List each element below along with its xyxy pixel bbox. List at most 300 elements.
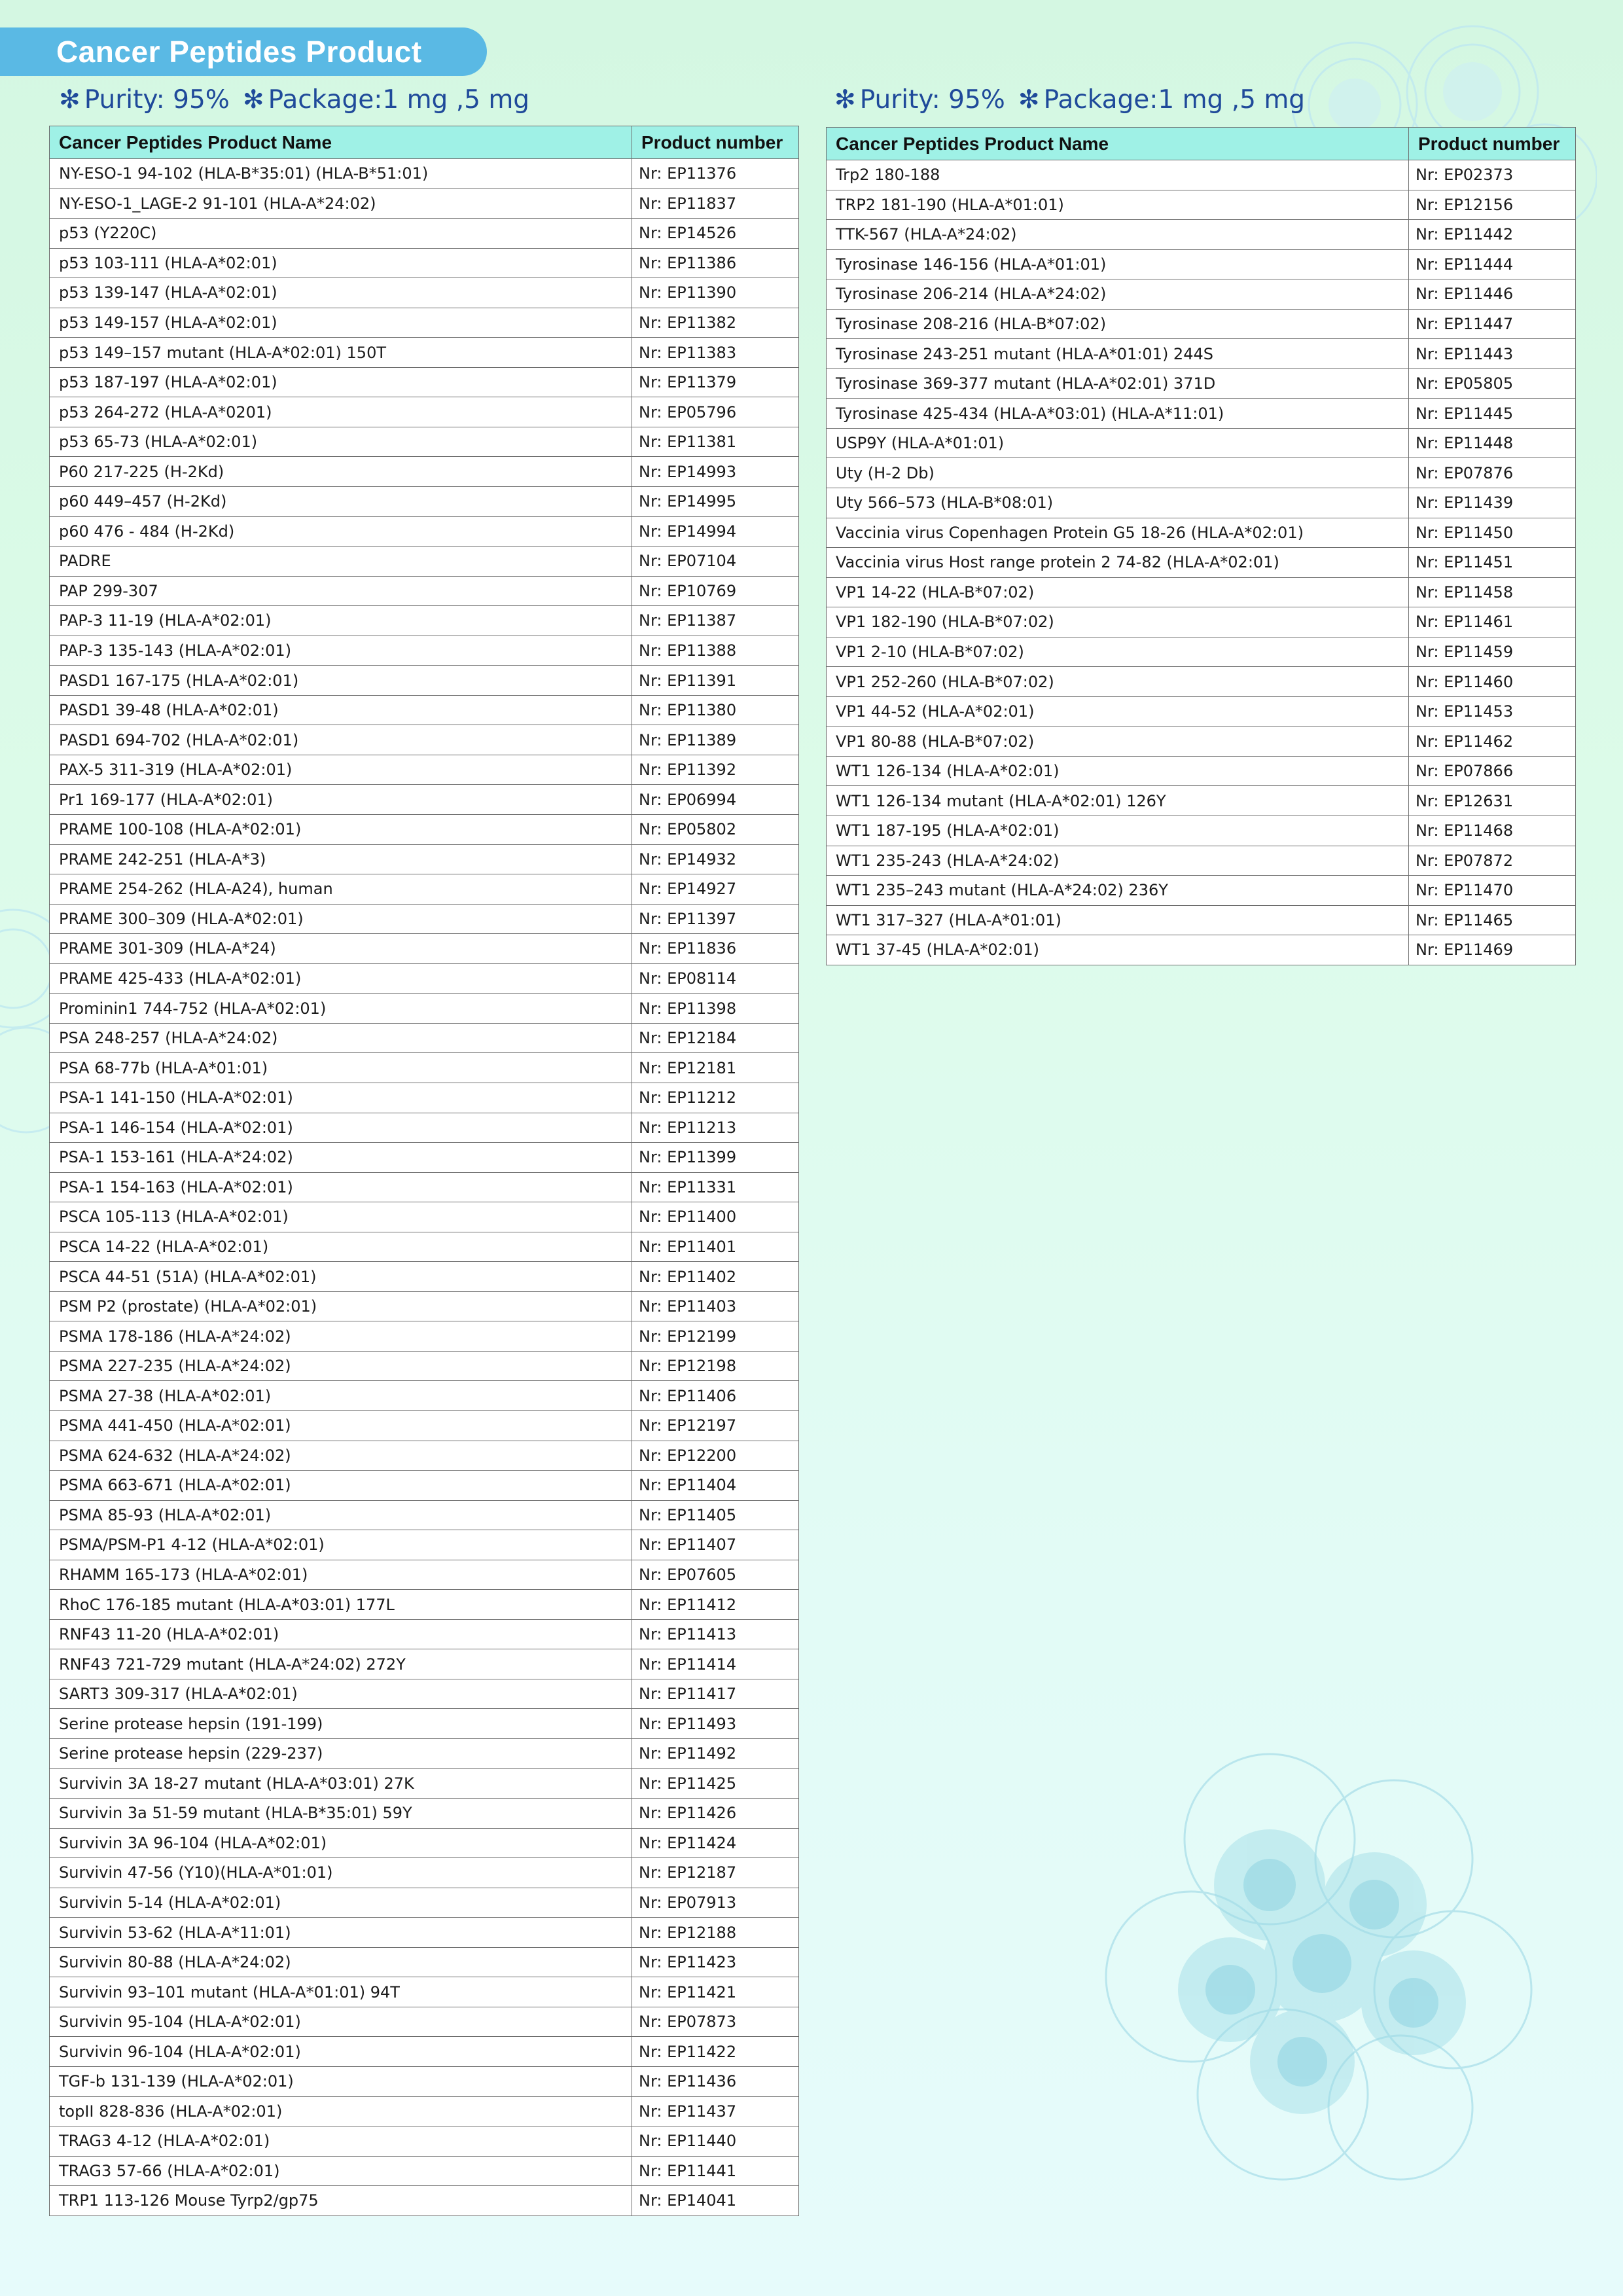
table-row [827, 339, 1576, 369]
product-name-cell: Survivin 3a 51-59 mutant (HLA-B*35:01) 59Y [50, 1799, 632, 1829]
product-name-cell: VP1 2-10 (HLA-B*07:02) [827, 637, 1409, 667]
table-row [50, 1738, 799, 1768]
product-number-cell: Nr: EP11423 [632, 1947, 799, 1977]
table-row [827, 726, 1576, 757]
product-name-cell: Serine protease hepsin (229-237) [50, 1738, 632, 1768]
product-name-cell: RHAMM 165-173 (HLA-A*02:01) [50, 1560, 632, 1590]
product-number-cell: Nr: EP11450 [1409, 518, 1576, 548]
table-row [827, 607, 1576, 637]
table-row [50, 2007, 799, 2037]
product-name-cell: WT1 126-134 mutant (HLA-A*02:01) 126Y [827, 786, 1409, 816]
product-name-cell: Uty 566–573 (HLA-B*08:01) [827, 488, 1409, 518]
product-name-cell: Survivin 5-14 (HLA-A*02:01) [50, 1888, 632, 1918]
table-row [827, 249, 1576, 279]
product-name-cell: p53 103-111 (HLA-A*02:01) [50, 248, 632, 278]
product-name-cell: Survivin 96-104 (HLA-A*02:01) [50, 2037, 632, 2067]
product-number-cell: Nr: EP12188 [632, 1918, 799, 1948]
product-number-cell: Nr: EP12199 [632, 1321, 799, 1352]
table-row [50, 1560, 799, 1590]
product-number-cell: Nr: EP11421 [632, 1977, 799, 2007]
product-name-cell: P60 217-225 (H-2Kd) [50, 457, 632, 487]
product-name-cell: Tyrosinase 243-251 mutant (HLA-A*01:01) 244S [827, 339, 1409, 369]
table-row [827, 428, 1576, 458]
table-row [50, 1381, 799, 1411]
product-name-cell: PRAME 301-309 (HLA-A*24) [50, 934, 632, 964]
table-row [50, 1918, 799, 1948]
product-number-cell: Nr: EP11444 [1409, 249, 1576, 279]
product-name-cell: PRAME 425-433 (HLA-A*02:01) [50, 963, 632, 994]
table-row [827, 816, 1576, 846]
table-header-row [827, 128, 1576, 160]
column-header-name: Cancer Peptides Product Name [50, 126, 632, 159]
table-row [50, 1977, 799, 2007]
product-name-cell: TRAG3 57-66 (HLA-A*02:01) [50, 2156, 632, 2186]
product-name-cell: PSMA 663-671 (HLA-A*02:01) [50, 1471, 632, 1501]
subheading-right [834, 81, 1305, 119]
product-name-cell: Prominin1 744-752 (HLA-A*02:01) [50, 994, 632, 1024]
product-number-cell: Nr: EP11458 [1409, 577, 1576, 607]
product-number-cell: Nr: EP11386 [632, 248, 799, 278]
table-row [50, 1202, 799, 1232]
product-name-cell: WT1 37-45 (HLA-A*02:01) [827, 935, 1409, 965]
product-number-cell: Nr: EP11398 [632, 994, 799, 1024]
product-name-cell: WT1 235–243 mutant (HLA-A*24:02) 236Y [827, 876, 1409, 906]
product-name-cell: USP9Y (HLA-A*01:01) [827, 428, 1409, 458]
product-name-cell: SART3 309-317 (HLA-A*02:01) [50, 1679, 632, 1709]
product-name-cell: p53 264-272 (HLA-A*0201) [50, 397, 632, 427]
table-row [50, 785, 799, 815]
product-number-cell: Nr: EP11400 [632, 1202, 799, 1232]
table-row [50, 2067, 799, 2097]
product-name-cell: Survivin 47-56 (Y10)(HLA-A*01:01) [50, 1858, 632, 1888]
table-row [50, 1321, 799, 1352]
table-row [50, 963, 799, 994]
product-name-cell: PSA-1 154-163 (HLA-A*02:01) [50, 1172, 632, 1202]
product-name-cell: Survivin 80-88 (HLA-A*24:02) [50, 1947, 632, 1977]
table-row [50, 1858, 799, 1888]
table-row [827, 667, 1576, 697]
page-title: Cancer Peptides Product [56, 35, 422, 69]
product-name-cell: TRP1 113-126 Mouse Tyrp2/gp75 [50, 2186, 632, 2216]
product-name-cell: TRAG3 4-12 (HLA-A*02:01) [50, 2126, 632, 2157]
product-number-cell: Nr: EP07872 [1409, 846, 1576, 876]
product-name-cell: Serine protease hepsin (191-199) [50, 1709, 632, 1739]
table-row [50, 815, 799, 845]
table-row [50, 188, 799, 219]
product-number-cell: Nr: EP11383 [632, 338, 799, 368]
product-number-cell: Nr: EP11461 [1409, 607, 1576, 637]
product-number-cell: Nr: EP11212 [632, 1083, 799, 1113]
product-number-cell: Nr: EP11436 [632, 2067, 799, 2097]
product-name-cell: PAP 299-307 [50, 576, 632, 606]
product-number-cell: Nr: EP08114 [632, 963, 799, 994]
product-number-cell: Nr: EP02373 [1409, 160, 1576, 190]
table-row [50, 1679, 799, 1709]
product-number-cell: Nr: EP11403 [632, 1291, 799, 1321]
table-row [827, 190, 1576, 220]
product-number-cell: Nr: EP11836 [632, 934, 799, 964]
product-name-cell: PRAME 300–309 (HLA-A*02:01) [50, 904, 632, 934]
product-number-cell: Nr: EP11412 [632, 1590, 799, 1620]
table-row [827, 458, 1576, 488]
product-name-cell: RNF43 11-20 (HLA-A*02:01) [50, 1619, 632, 1649]
table-row [50, 1023, 799, 1053]
product-name-cell: RhoC 176-185 mutant (HLA-A*03:01) 177L [50, 1590, 632, 1620]
product-number-cell: Nr: EP11382 [632, 308, 799, 338]
product-name-cell: WT1 126-134 (HLA-A*02:01) [827, 756, 1409, 786]
product-name-cell: PSM P2 (prostate) (HLA-A*02:01) [50, 1291, 632, 1321]
table-row [50, 606, 799, 636]
product-name-cell: Tyrosinase 369-377 mutant (HLA-A*02:01) 371D [827, 368, 1409, 399]
table-row [50, 2096, 799, 2126]
product-number-cell: Nr: EP07605 [632, 1560, 799, 1590]
product-number-cell: Nr: EP11380 [632, 695, 799, 725]
product-name-cell: Vaccinia virus Host range protein 2 74-82 (HLA-A*02:01) [827, 548, 1409, 578]
product-number-cell: Nr: EP12631 [1409, 786, 1576, 816]
product-name-cell: PSMA 85-93 (HLA-A*02:01) [50, 1500, 632, 1530]
product-name-cell: PSA 248-257 (HLA-A*24:02) [50, 1023, 632, 1053]
product-name-cell: PSA-1 153-161 (HLA-A*24:02) [50, 1143, 632, 1173]
table-row [50, 1053, 799, 1083]
product-number-cell: Nr: EP11445 [1409, 399, 1576, 429]
product-name-cell: Survivin 95-104 (HLA-A*02:01) [50, 2007, 632, 2037]
product-number-cell: Nr: EP07104 [632, 547, 799, 577]
product-name-cell: PASD1 694-702 (HLA-A*02:01) [50, 725, 632, 755]
product-name-cell: PSMA 227-235 (HLA-A*24:02) [50, 1351, 632, 1381]
table-row [50, 159, 799, 189]
product-name-cell: PSMA/PSM-P1 4-12 (HLA-A*02:01) [50, 1530, 632, 1560]
product-number-cell: Nr: EP11397 [632, 904, 799, 934]
product-number-cell: Nr: EP07866 [1409, 756, 1576, 786]
star-icon: ✻ [242, 85, 264, 115]
product-number-cell: Nr: EP11439 [1409, 488, 1576, 518]
product-number-cell: Nr: EP06994 [632, 785, 799, 815]
product-number-cell: Nr: EP05802 [632, 815, 799, 845]
table-row [827, 905, 1576, 935]
table-row [827, 786, 1576, 816]
product-name-cell: PRAME 254-262 (HLA-A24), human [50, 874, 632, 905]
table-row [827, 935, 1576, 965]
table-row [50, 1291, 799, 1321]
table-row [50, 725, 799, 755]
product-number-cell: Nr: EP05805 [1409, 368, 1576, 399]
product-name-cell: Trp2 180-188 [827, 160, 1409, 190]
product-name-cell: PASD1 167-175 (HLA-A*02:01) [50, 666, 632, 696]
product-name-cell: p53 187-197 (HLA-A*02:01) [50, 367, 632, 397]
product-name-cell: PSCA 44-51 (51A) (HLA-A*02:01) [50, 1262, 632, 1292]
product-name-cell: VP1 14-22 (HLA-B*07:02) [827, 577, 1409, 607]
table-row [50, 1262, 799, 1292]
table-row [827, 548, 1576, 578]
product-name-cell: PASD1 39-48 (HLA-A*02:01) [50, 695, 632, 725]
table-row [50, 1232, 799, 1262]
product-number-cell: Nr: EP11442 [1409, 220, 1576, 250]
product-name-cell: PSA 68-77b (HLA-A*01:01) [50, 1053, 632, 1083]
product-number-cell: Nr: EP12181 [632, 1053, 799, 1083]
product-name-cell: PADRE [50, 547, 632, 577]
product-number-cell: Nr: EP12197 [632, 1410, 799, 1441]
product-number-cell: Nr: EP11424 [632, 1828, 799, 1858]
star-icon: ✻ [1018, 85, 1040, 115]
table-row [50, 1888, 799, 1918]
product-number-cell: Nr: EP11391 [632, 666, 799, 696]
product-name-cell: p53 (Y220C) [50, 219, 632, 249]
table-row [50, 1530, 799, 1560]
product-name-cell: p53 139-147 (HLA-A*02:01) [50, 278, 632, 308]
product-number-cell: Nr: EP11381 [632, 427, 799, 457]
product-number-cell: Nr: EP11443 [1409, 339, 1576, 369]
product-number-cell: Nr: EP11399 [632, 1143, 799, 1173]
table-row [50, 874, 799, 905]
table-row [50, 457, 799, 487]
product-name-cell: PSMA 27-38 (HLA-A*02:01) [50, 1381, 632, 1411]
table-row [50, 278, 799, 308]
product-name-cell: PSCA 14-22 (HLA-A*02:01) [50, 1232, 632, 1262]
table-row [50, 1828, 799, 1858]
product-number-cell: Nr: EP12156 [1409, 190, 1576, 220]
table-row [50, 1113, 799, 1143]
star-icon: ✻ [59, 85, 80, 115]
product-number-cell: Nr: EP07876 [1409, 458, 1576, 488]
table-row [50, 695, 799, 725]
package-label: Package:1 mg ,5 mg [1043, 85, 1306, 115]
product-name-cell: VP1 252-260 (HLA-B*07:02) [827, 667, 1409, 697]
table-row [827, 220, 1576, 250]
product-number-cell: Nr: EP11390 [632, 278, 799, 308]
product-number-cell: Nr: EP10769 [632, 576, 799, 606]
table-row [50, 576, 799, 606]
product-name-cell: PRAME 242-251 (HLA-A*3) [50, 844, 632, 874]
product-name-cell: PSMA 178-186 (HLA-A*24:02) [50, 1321, 632, 1352]
product-number-cell: Nr: EP11468 [1409, 816, 1576, 846]
table-row [50, 308, 799, 338]
product-number-cell: Nr: EP11426 [632, 1799, 799, 1829]
product-number-cell: Nr: EP14927 [632, 874, 799, 905]
product-number-cell: Nr: EP11387 [632, 606, 799, 636]
product-number-cell: Nr: EP11459 [1409, 637, 1576, 667]
table-row [50, 1441, 799, 1471]
product-name-cell: Tyrosinase 425-434 (HLA-A*03:01) (HLA-A*11:01) [827, 399, 1409, 429]
product-number-cell: Nr: EP07873 [632, 2007, 799, 2037]
product-number-cell: Nr: EP11451 [1409, 548, 1576, 578]
table-row [827, 160, 1576, 190]
product-number-cell: Nr: EP11379 [632, 367, 799, 397]
table-row [50, 666, 799, 696]
table-row [50, 2186, 799, 2216]
product-name-cell: NY-ESO-1_LAGE-2 91-101 (HLA-A*24:02) [50, 188, 632, 219]
table-row [50, 934, 799, 964]
product-number-cell: Nr: EP12187 [632, 1858, 799, 1888]
table-row [50, 1709, 799, 1739]
product-name-cell: Vaccinia virus Copenhagen Protein G5 18-26 (HLA-A*02:01) [827, 518, 1409, 548]
product-name-cell: PSA-1 146-154 (HLA-A*02:01) [50, 1113, 632, 1143]
product-name-cell: Survivin 93–101 mutant (HLA-A*01:01) 94T [50, 1977, 632, 2007]
table-row [50, 338, 799, 368]
product-name-cell: p53 149–157 mutant (HLA-A*02:01) 150T [50, 338, 632, 368]
table-row [50, 367, 799, 397]
table-row [50, 2126, 799, 2157]
table-row [50, 636, 799, 666]
product-number-cell: Nr: EP11388 [632, 636, 799, 666]
table-row [50, 1590, 799, 1620]
product-name-cell: Tyrosinase 208-216 (HLA-B*07:02) [827, 309, 1409, 339]
product-number-cell: Nr: EP12184 [632, 1023, 799, 1053]
product-name-cell: WT1 235-243 (HLA-A*24:02) [827, 846, 1409, 876]
table-row [50, 2156, 799, 2186]
table-row [50, 1083, 799, 1113]
product-table-left [49, 126, 799, 2216]
product-number-cell: Nr: EP11493 [632, 1709, 799, 1739]
cell-illustration-bottom-right [1086, 1728, 1558, 2199]
product-number-cell: Nr: EP11462 [1409, 726, 1576, 757]
product-name-cell: VP1 80-88 (HLA-B*07:02) [827, 726, 1409, 757]
table-row [50, 1172, 799, 1202]
product-number-cell: Nr: EP11440 [632, 2126, 799, 2157]
product-number-cell: Nr: EP11405 [632, 1500, 799, 1530]
subheading-left [59, 81, 529, 119]
title-banner [0, 27, 487, 76]
product-number-cell: Nr: EP11425 [632, 1768, 799, 1799]
table-row [50, 487, 799, 517]
product-number-cell: Nr: EP12200 [632, 1441, 799, 1471]
table-row [50, 516, 799, 547]
product-number-cell: Nr: EP11417 [632, 1679, 799, 1709]
product-name-cell: p60 476 - 484 (H-2Kd) [50, 516, 632, 547]
purity-label: Purity: 95% [84, 85, 230, 115]
product-table-right [826, 127, 1576, 965]
product-name-cell: PSCA 105-113 (HLA-A*02:01) [50, 1202, 632, 1232]
product-number-cell: Nr: EP11470 [1409, 876, 1576, 906]
table-row [50, 1799, 799, 1829]
product-number-cell: Nr: EP14993 [632, 457, 799, 487]
table-row [50, 1619, 799, 1649]
product-number-cell: Nr: EP14995 [632, 487, 799, 517]
product-number-cell: Nr: EP05796 [632, 397, 799, 427]
table-row [827, 756, 1576, 786]
table-row [50, 904, 799, 934]
product-number-cell: Nr: EP14932 [632, 844, 799, 874]
product-name-cell: PSMA 441-450 (HLA-A*02:01) [50, 1410, 632, 1441]
table-row [827, 399, 1576, 429]
table-row [50, 1471, 799, 1501]
product-name-cell: PAP-3 135-143 (HLA-A*02:01) [50, 636, 632, 666]
product-number-cell: Nr: EP11448 [1409, 428, 1576, 458]
product-name-cell: VP1 44-52 (HLA-A*02:01) [827, 696, 1409, 726]
table-row [50, 844, 799, 874]
product-name-cell: p60 449–457 (H-2Kd) [50, 487, 632, 517]
product-name-cell: TGF-b 131-139 (HLA-A*02:01) [50, 2067, 632, 2097]
product-number-cell: Nr: EP14041 [632, 2186, 799, 2216]
product-name-cell: Uty (H-2 Db) [827, 458, 1409, 488]
product-number-cell: Nr: EP11389 [632, 725, 799, 755]
product-name-cell: TRP2 181-190 (HLA-A*01:01) [827, 190, 1409, 220]
package-label: Package:1 mg ,5 mg [268, 85, 530, 115]
product-number-cell: Nr: EP11469 [1409, 935, 1576, 965]
product-name-cell: TTK-567 (HLA-A*24:02) [827, 220, 1409, 250]
product-number-cell: Nr: EP11437 [632, 2096, 799, 2126]
product-name-cell: RNF43 721-729 mutant (HLA-A*24:02) 272Y [50, 1649, 632, 1679]
product-name-cell: Tyrosinase 146-156 (HLA-A*01:01) [827, 249, 1409, 279]
product-number-cell: Nr: EP11402 [632, 1262, 799, 1292]
table-row [50, 1500, 799, 1530]
product-name-cell: Pr1 169-177 (HLA-A*02:01) [50, 785, 632, 815]
column-header-number: Product number [632, 126, 799, 159]
product-number-cell: Nr: EP07913 [632, 1888, 799, 1918]
purity-label: Purity: 95% [859, 85, 1005, 115]
product-name-cell: topII 828-836 (HLA-A*02:01) [50, 2096, 632, 2126]
product-number-cell: Nr: EP11331 [632, 1172, 799, 1202]
table-row [827, 368, 1576, 399]
product-number-cell: Nr: EP11422 [632, 2037, 799, 2067]
product-number-cell: Nr: EP11392 [632, 755, 799, 785]
product-number-cell: Nr: EP11460 [1409, 667, 1576, 697]
product-number-cell: Nr: EP11447 [1409, 309, 1576, 339]
product-name-cell: PRAME 100-108 (HLA-A*02:01) [50, 815, 632, 845]
product-number-cell: Nr: EP11404 [632, 1471, 799, 1501]
table-row [50, 1768, 799, 1799]
product-name-cell: NY-ESO-1 94-102 (HLA-B*35:01) (HLA-B*51:01) [50, 159, 632, 189]
table-row [827, 518, 1576, 548]
product-number-cell: Nr: EP11441 [632, 2156, 799, 2186]
product-number-cell: Nr: EP12198 [632, 1351, 799, 1381]
product-number-cell: Nr: EP11465 [1409, 905, 1576, 935]
product-number-cell: Nr: EP11376 [632, 159, 799, 189]
product-name-cell: WT1 317–327 (HLA-A*01:01) [827, 905, 1409, 935]
table-row [827, 637, 1576, 667]
product-number-cell: Nr: EP11837 [632, 188, 799, 219]
table-row [827, 279, 1576, 310]
table-row [50, 1947, 799, 1977]
product-name-cell: VP1 182-190 (HLA-B*07:02) [827, 607, 1409, 637]
product-number-cell: Nr: EP11407 [632, 1530, 799, 1560]
table-row [827, 876, 1576, 906]
table-row [50, 219, 799, 249]
product-name-cell: Survivin 53-62 (HLA-A*11:01) [50, 1918, 632, 1948]
table-header-row [50, 126, 799, 159]
product-name-cell: Tyrosinase 206-214 (HLA-A*24:02) [827, 279, 1409, 310]
table-row [50, 1351, 799, 1381]
product-number-cell: Nr: EP11446 [1409, 279, 1576, 310]
table-row [50, 248, 799, 278]
table-row [50, 994, 799, 1024]
column-header-name: Cancer Peptides Product Name [827, 128, 1409, 160]
table-row [50, 397, 799, 427]
product-name-cell: Survivin 3A 96-104 (HLA-A*02:01) [50, 1828, 632, 1858]
table-row [827, 577, 1576, 607]
product-number-cell: Nr: EP11406 [632, 1381, 799, 1411]
star-icon: ✻ [834, 85, 856, 115]
product-name-cell: PAX-5 311-319 (HLA-A*02:01) [50, 755, 632, 785]
product-number-cell: Nr: EP14994 [632, 516, 799, 547]
product-name-cell: p53 65-73 (HLA-A*02:01) [50, 427, 632, 457]
table-row [50, 547, 799, 577]
product-number-cell: Nr: EP11213 [632, 1113, 799, 1143]
product-name-cell: PSMA 624-632 (HLA-A*24:02) [50, 1441, 632, 1471]
product-number-cell: Nr: EP11413 [632, 1619, 799, 1649]
product-number-cell: Nr: EP11453 [1409, 696, 1576, 726]
table-row [50, 2037, 799, 2067]
table-row [50, 1649, 799, 1679]
table-row [50, 755, 799, 785]
product-name-cell: Survivin 3A 18-27 mutant (HLA-A*03:01) 27K [50, 1768, 632, 1799]
table-row [827, 488, 1576, 518]
product-name-cell: PAP-3 11-19 (HLA-A*02:01) [50, 606, 632, 636]
product-name-cell: PSA-1 141-150 (HLA-A*02:01) [50, 1083, 632, 1113]
product-name-cell: WT1 187-195 (HLA-A*02:01) [827, 816, 1409, 846]
table-row [50, 1410, 799, 1441]
product-number-cell: Nr: EP11414 [632, 1649, 799, 1679]
table-row [827, 309, 1576, 339]
